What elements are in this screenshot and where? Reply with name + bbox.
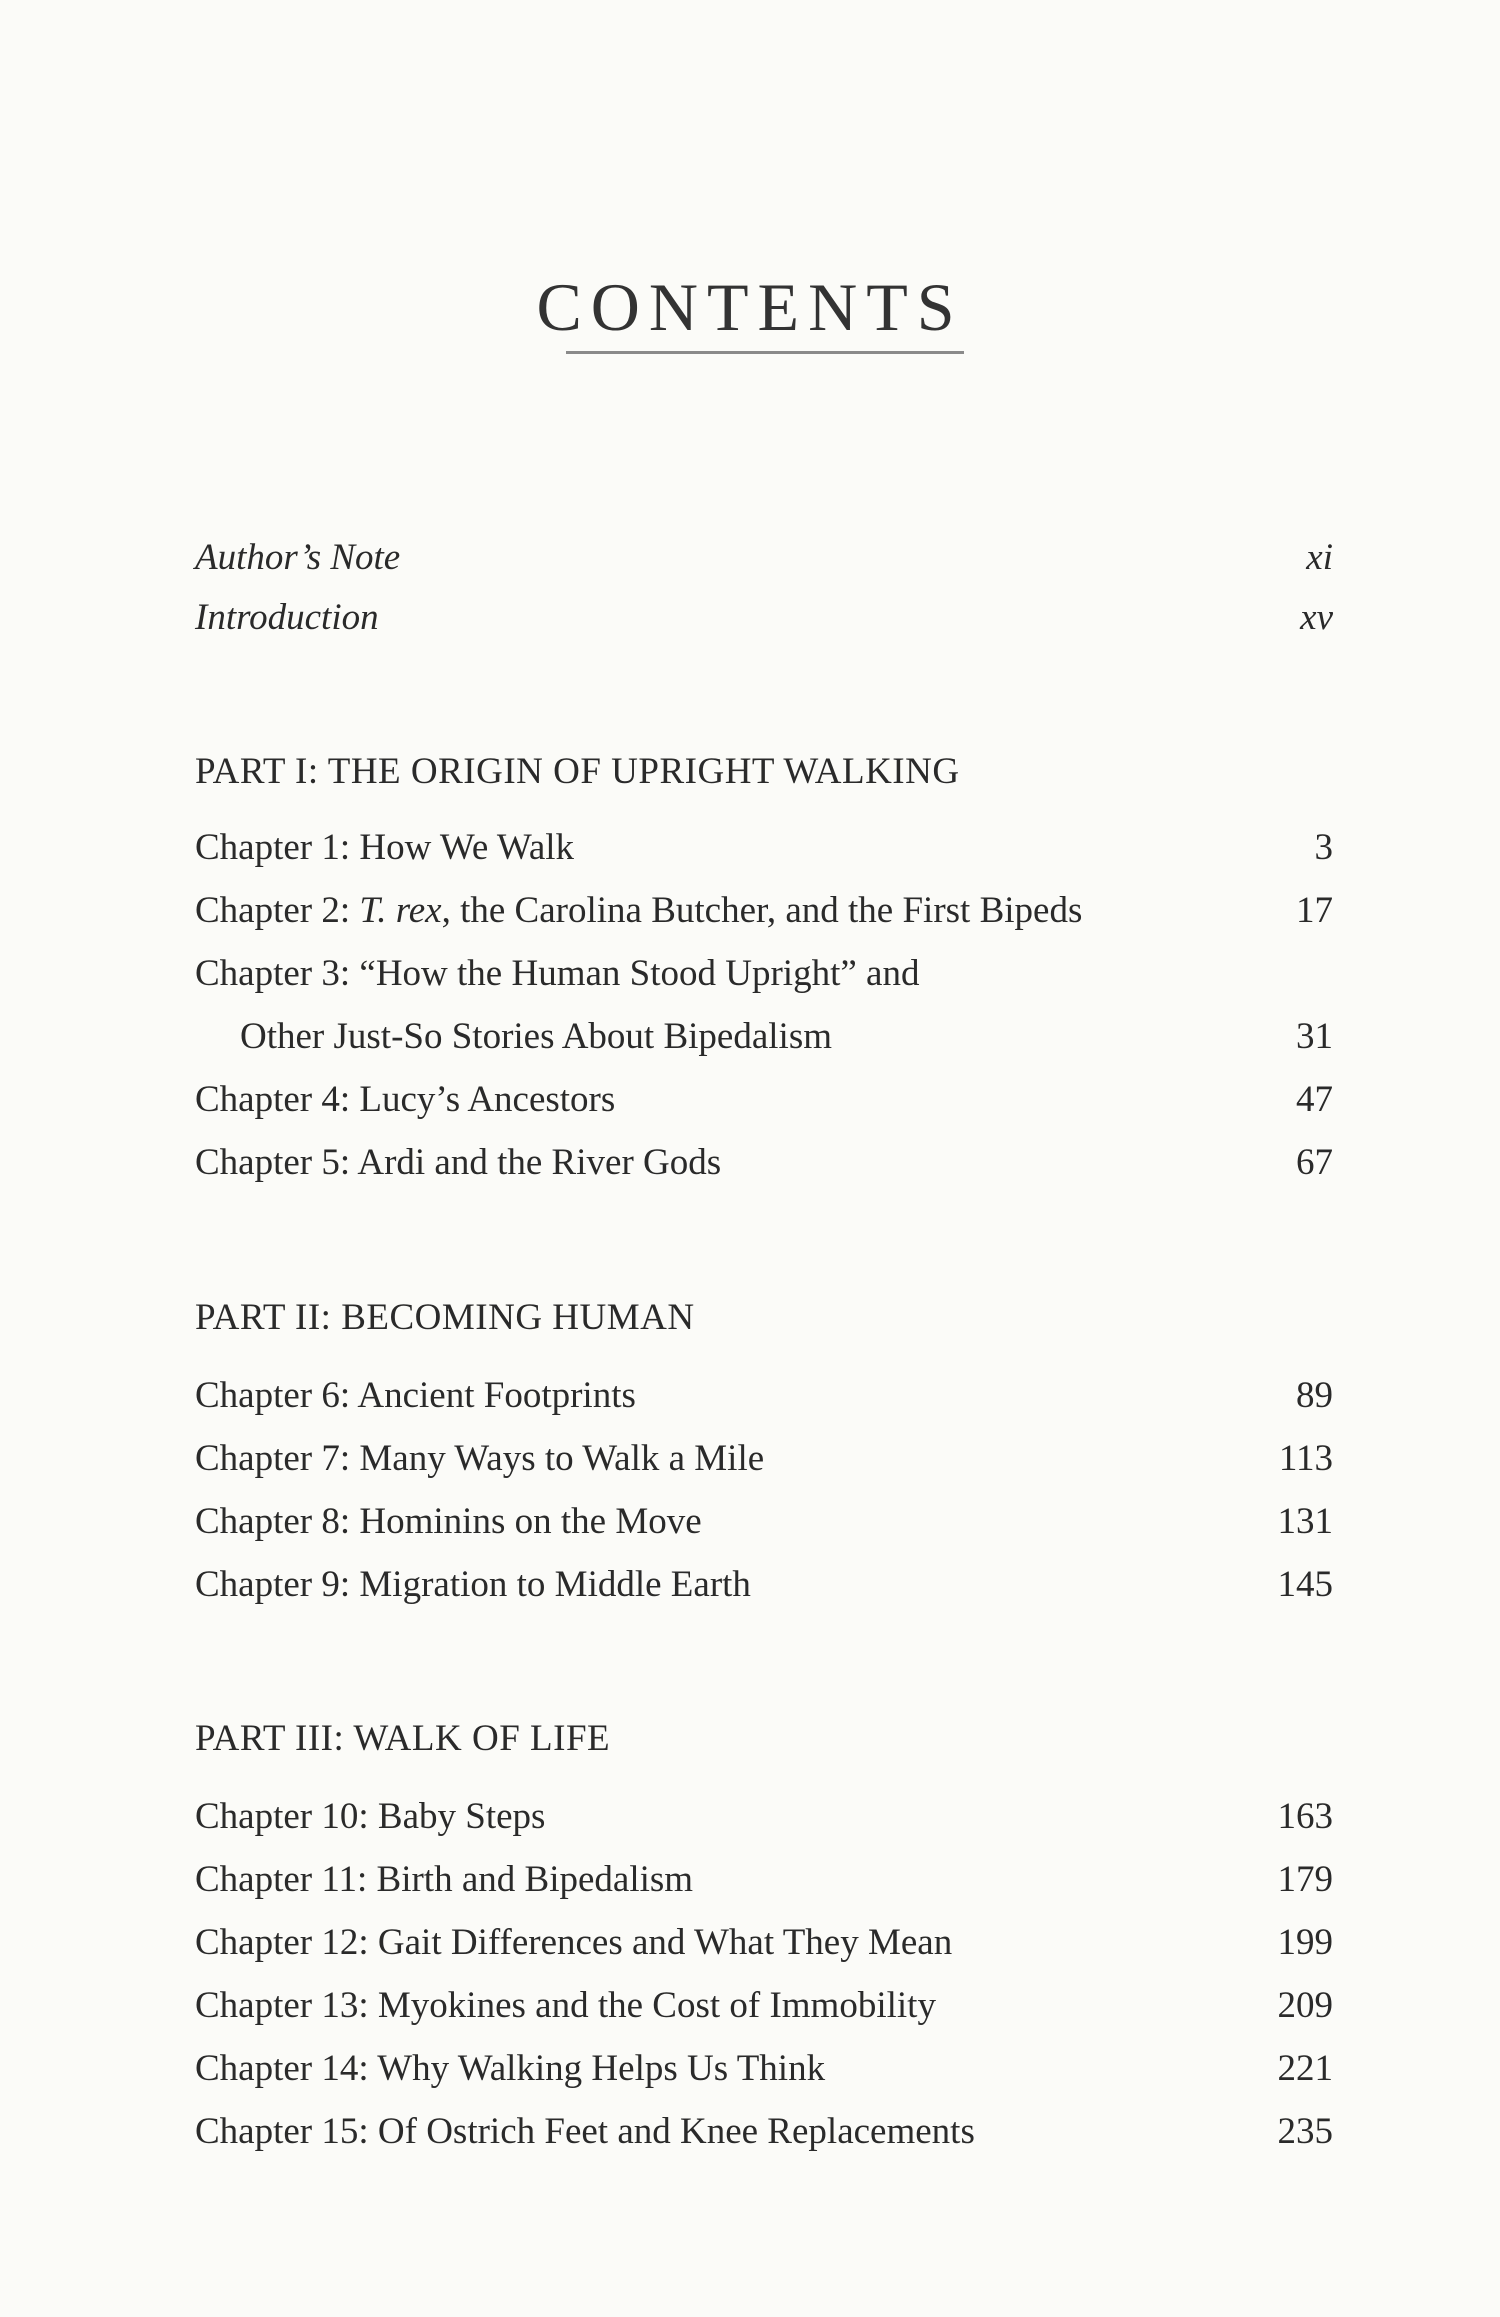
toc-entry-chapter-4[interactable]	[195, 1072, 1333, 1128]
toc-entry-page: 89	[1296, 1375, 1333, 1416]
toc-entry-chapter-6[interactable]	[195, 1368, 1333, 1424]
toc-entry-page: 145	[1277, 1564, 1333, 1605]
toc-entry-page: xv	[1300, 597, 1333, 638]
toc-entry-title: Other Just-So Stories About Bipedalism	[240, 1016, 832, 1057]
toc-entry-page: 209	[1277, 1985, 1333, 2026]
toc-entry-page: 31	[1296, 1016, 1333, 1057]
toc-entry-page: 47	[1296, 1079, 1333, 1120]
toc-entry-title: Chapter 3: “How the Human Stood Upright” and	[195, 953, 920, 994]
toc-entry-page: 3	[1314, 827, 1333, 868]
toc-entry-title: Chapter 6: Ancient Footprints	[195, 1375, 636, 1416]
toc-entry-chapter-15[interactable]	[195, 2104, 1333, 2160]
toc-entry-title: Chapter 4: Lucy’s Ancestors	[195, 1079, 616, 1120]
toc-entry-chapter-7[interactable]	[195, 1431, 1333, 1487]
toc-entry-chapter-10[interactable]	[195, 1789, 1333, 1845]
toc-entry-title: Chapter 11: Birth and Bipedalism	[195, 1859, 694, 1900]
toc-entry-introduction[interactable]	[195, 590, 1333, 646]
part-heading-2: PART II: BECOMING HUMAN	[195, 1297, 695, 1338]
toc-entry-title: Author’s Note	[195, 537, 401, 578]
toc-entry-title-italic: T. rex	[359, 890, 442, 931]
toc-entry-title: Chapter 8: Hominins on the Move	[195, 1501, 702, 1542]
part-heading-1: PART I: THE ORIGIN OF UPRIGHT WALKING	[195, 751, 960, 792]
toc-entry-authors-note[interactable]	[195, 530, 1333, 586]
toc-entry-chapter-11[interactable]	[195, 1852, 1333, 1908]
toc-entry-page: 131	[1277, 1501, 1333, 1542]
toc-entry-chapter-13[interactable]	[195, 1978, 1333, 2034]
part-heading-3: PART III: WALK OF LIFE	[195, 1718, 611, 1759]
toc-entry-page: 235	[1277, 2111, 1333, 2152]
toc-entry-page: 179	[1277, 1859, 1333, 1900]
toc-entry-page: 199	[1277, 1922, 1333, 1963]
toc-entry-title: Chapter 7: Many Ways to Walk a Mile	[195, 1438, 765, 1479]
toc-entry-title	[195, 883, 1082, 939]
toc-entry-title: Chapter 9: Migration to Middle Earth	[195, 1564, 751, 1605]
page-title: CONTENTS	[536, 269, 964, 345]
toc-entry-title: Chapter 12: Gait Differences and What They Mean	[195, 1922, 953, 1963]
toc-entry-title: Chapter 10: Baby Steps	[195, 1796, 546, 1837]
toc-entry-title: Chapter 15: Of Ostrich Feet and Knee Replacements	[195, 2111, 975, 2152]
toc-entry-title: Chapter 1: How We Walk	[195, 827, 575, 868]
toc-entry-title-part: , the Carolina Butcher, and the First Bipeds	[441, 890, 1083, 931]
toc-entry-chapter-2[interactable]	[195, 883, 1333, 939]
toc-entry-chapter-9[interactable]	[195, 1557, 1333, 1613]
toc-entry-page: 67	[1296, 1142, 1333, 1183]
toc-entry-title: Introduction	[195, 597, 379, 638]
toc-entry-title: Chapter 5: Ardi and the River Gods	[195, 1142, 722, 1183]
toc-entry-page: 17	[1296, 890, 1333, 931]
toc-entry-chapter-8[interactable]	[195, 1494, 1333, 1550]
toc-entry-page: xi	[1306, 537, 1333, 578]
toc-entry-chapter-5[interactable]	[195, 1135, 1333, 1191]
toc-entry-title: Chapter 14: Why Walking Helps Us Think	[195, 2048, 826, 2089]
toc-entry-chapter-12[interactable]	[195, 1915, 1333, 1971]
toc-entry-chapter-3[interactable]	[195, 946, 1333, 1002]
toc-entry-page: 113	[1278, 1438, 1333, 1479]
toc-entry-chapter-1[interactable]	[195, 820, 1333, 876]
toc-entry-title: Chapter 13: Myokines and the Cost of Immobility	[195, 1985, 936, 2026]
toc-entry-page: 221	[1277, 2048, 1333, 2089]
toc-entry-page: 163	[1277, 1796, 1333, 1837]
toc-entry-title-part: Chapter 2:	[195, 890, 360, 931]
toc-entry-chapter-14[interactable]	[195, 2041, 1333, 2097]
toc-entry-chapter-3-continued[interactable]	[195, 1009, 1333, 1065]
title-underline	[566, 351, 964, 354]
